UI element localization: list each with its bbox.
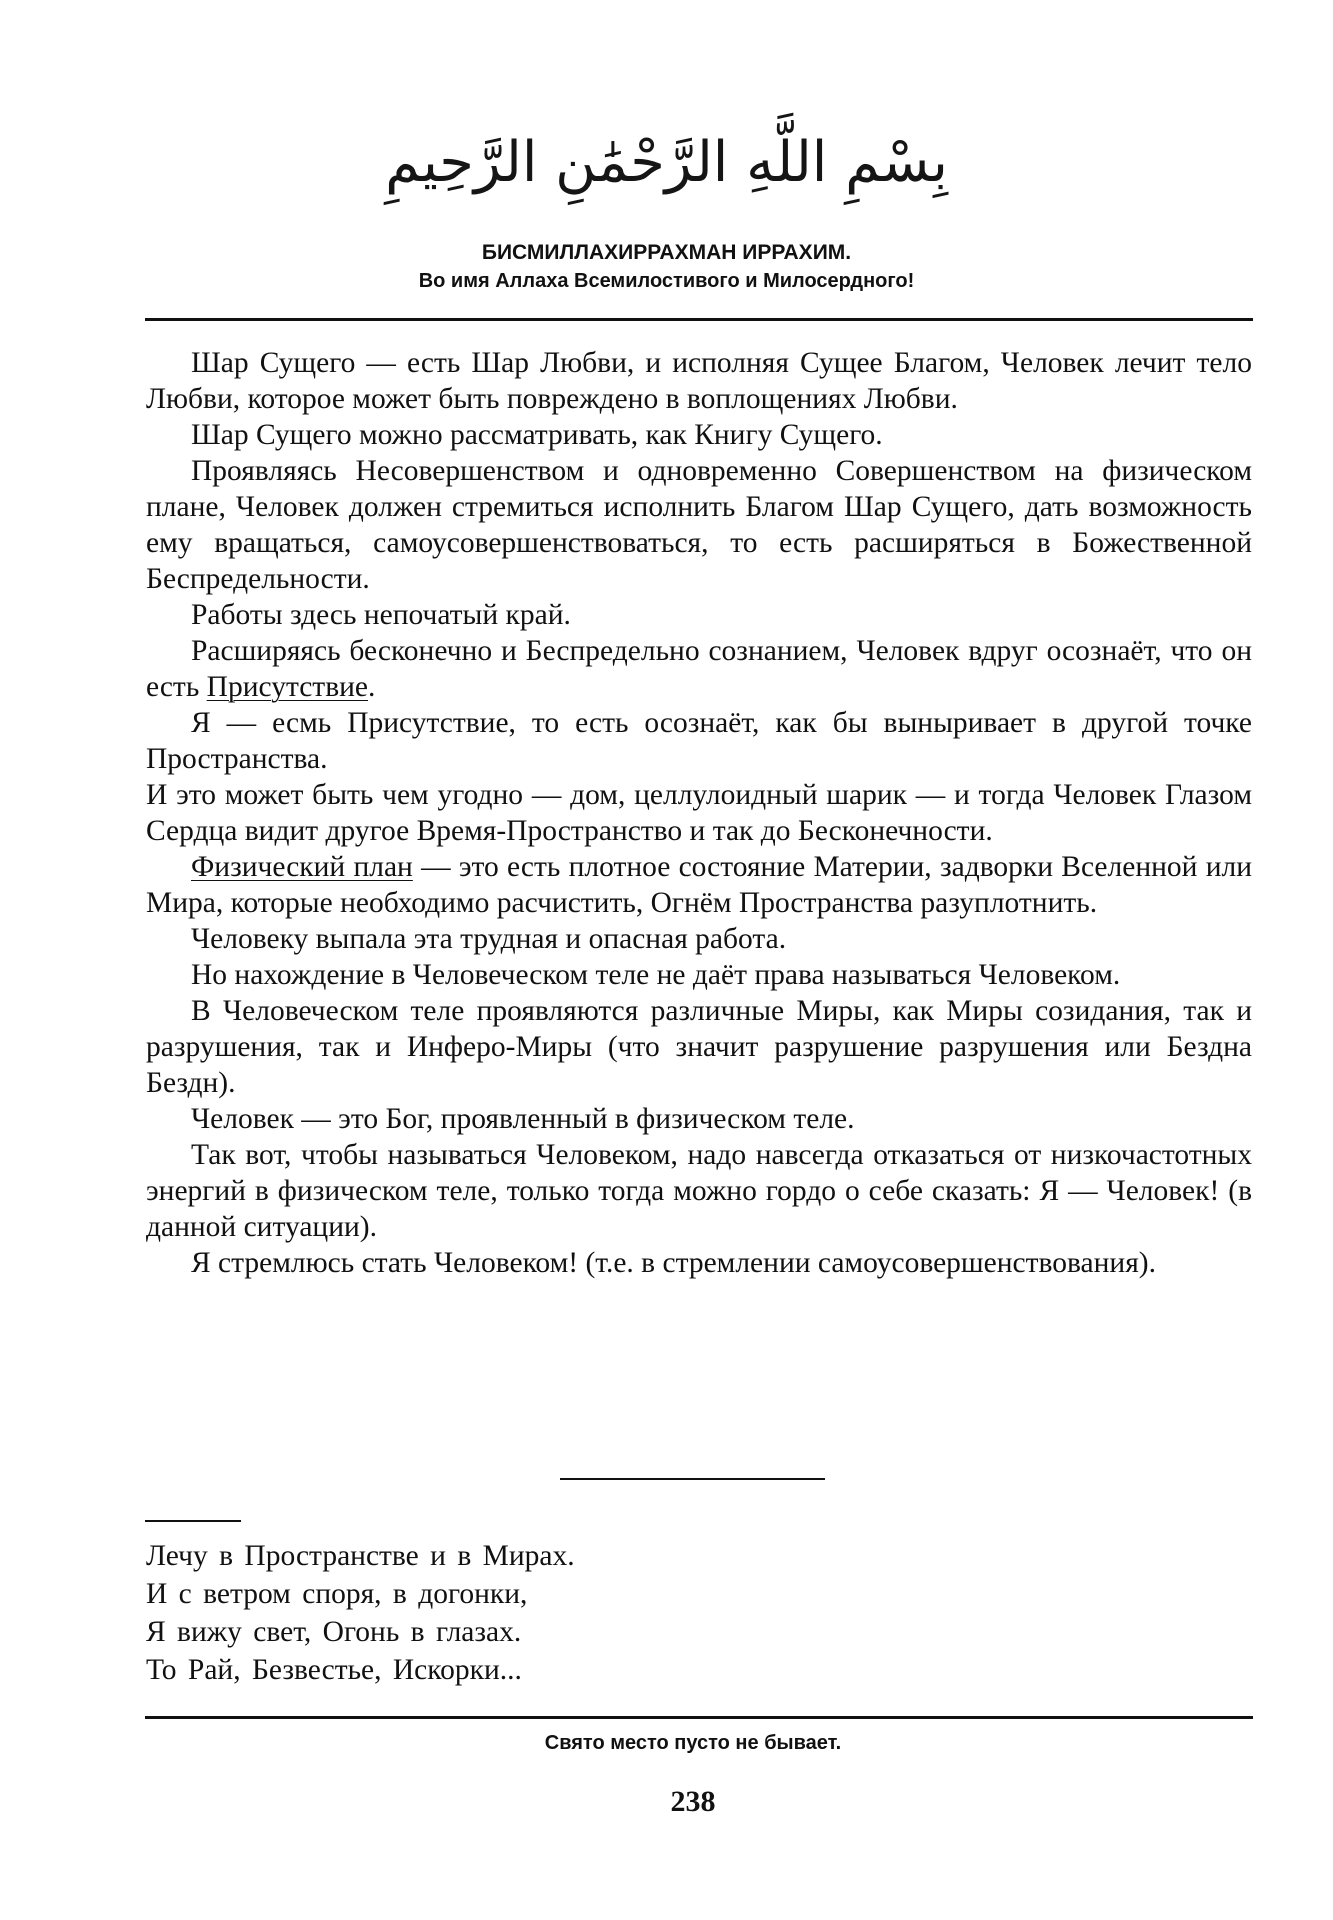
paragraph-text: Расширяясь бесконечно и Беспредельно сознанием, Человек вдруг осознаёт, что он есть — [146, 635, 1252, 703]
paragraph — [146, 633, 1252, 705]
basmala-transliteration: БИСМИЛЛАХИРРАХМАН ИРРАХИМ. — [481, 241, 852, 264]
paragraph: Шар Сущего — есть Шар Любви, и исполняя Сущее Благом, Человек лечит тело Любви, которое может быть повреждено в воплощениях Любви. — [146, 347, 1252, 415]
paragraph: Работы здесь непочатый край. — [191, 599, 571, 631]
paragraph-text: . — [368, 671, 376, 703]
basmala-translation: Во имя Аллаха Всемилостивого и Милосердного! — [418, 270, 915, 292]
page-number: 238 — [670, 1785, 716, 1818]
header-divider — [145, 318, 1253, 321]
paragraph: И это может быть чем угодно — дом, целлулоидный шарик — и тогда Человек Глазом Сердца видит другое Время-Пространство и так до Бесконечности. — [146, 779, 1252, 847]
poem-divider — [145, 1520, 241, 1522]
paragraph: В Человеческом теле проявляются различные Миры, как Миры созидания, так и разрушения, так и Инферо-Миры (что значит разрушение разрушения или Бездна Бездн). — [146, 995, 1252, 1099]
footer-motto: Свято место пусто не бывает. — [544, 1732, 842, 1754]
paragraph — [146, 849, 1252, 921]
section-divider — [560, 1478, 825, 1480]
underlined-term: Присутствие — [206, 671, 368, 703]
underlined-term: Физический план — [191, 851, 413, 883]
paragraph: Я стремлюсь стать Человеком! (т.е. в стремлении самоусовершенствования). — [191, 1247, 1156, 1279]
poem-line: И с ветром споря, в догонки, — [146, 1578, 528, 1610]
poem-line: Лечу в Пространстве и в Мирах. — [146, 1540, 575, 1572]
main-text — [146, 345, 1252, 1281]
paragraph: Человеку выпала эта трудная и опасная работа. — [191, 923, 787, 955]
paragraph: Шар Сущего можно рассматривать, как Книгу Сущего. — [191, 419, 883, 451]
basmala-calligraphy: بِسْمِ اللَّهِ الرَّحْمَٰنِ الرَّحِيمِ — [385, 130, 948, 195]
paragraph: Так вот, чтобы называться Человеком, надо навсегда отказаться от низкочастотных энергий в физическом теле, только тогда можно гордо о себе сказать: Я — Человек! (в данной ситуации). — [146, 1139, 1252, 1243]
footer-divider — [145, 1716, 1253, 1719]
poem — [146, 1537, 846, 1689]
poem-line: Я вижу свет, Огонь в глазах. — [146, 1616, 522, 1648]
paragraph: Но нахождение в Человеческом теле не даёт права называться Человеком. — [191, 959, 1121, 991]
paragraph: Я — есмь Присутствие, то есть осознаёт, как бы выныривает в другой точке Пространства. — [146, 707, 1252, 775]
paragraph-text: — это есть плотное состояние Материи, задворки Вселенной или Мира, которые необходимо расчистить, Огнём Пространства разуплотнить. — [146, 851, 1253, 919]
paragraph: Человек — это Бог, проявленный в физическом теле. — [191, 1103, 855, 1135]
poem-line: То Рай, Безвестье, Искорки... — [146, 1654, 522, 1686]
paragraph: Проявляясь Несовершенством и одновременно Совершенством на физическом плане, Человек должен стремиться исполнить Благом Шар Сущего, дать возможность ему вращаться, самоусовершенствоваться, то есть расширяться в Божественной Беспредельности. — [146, 455, 1252, 595]
